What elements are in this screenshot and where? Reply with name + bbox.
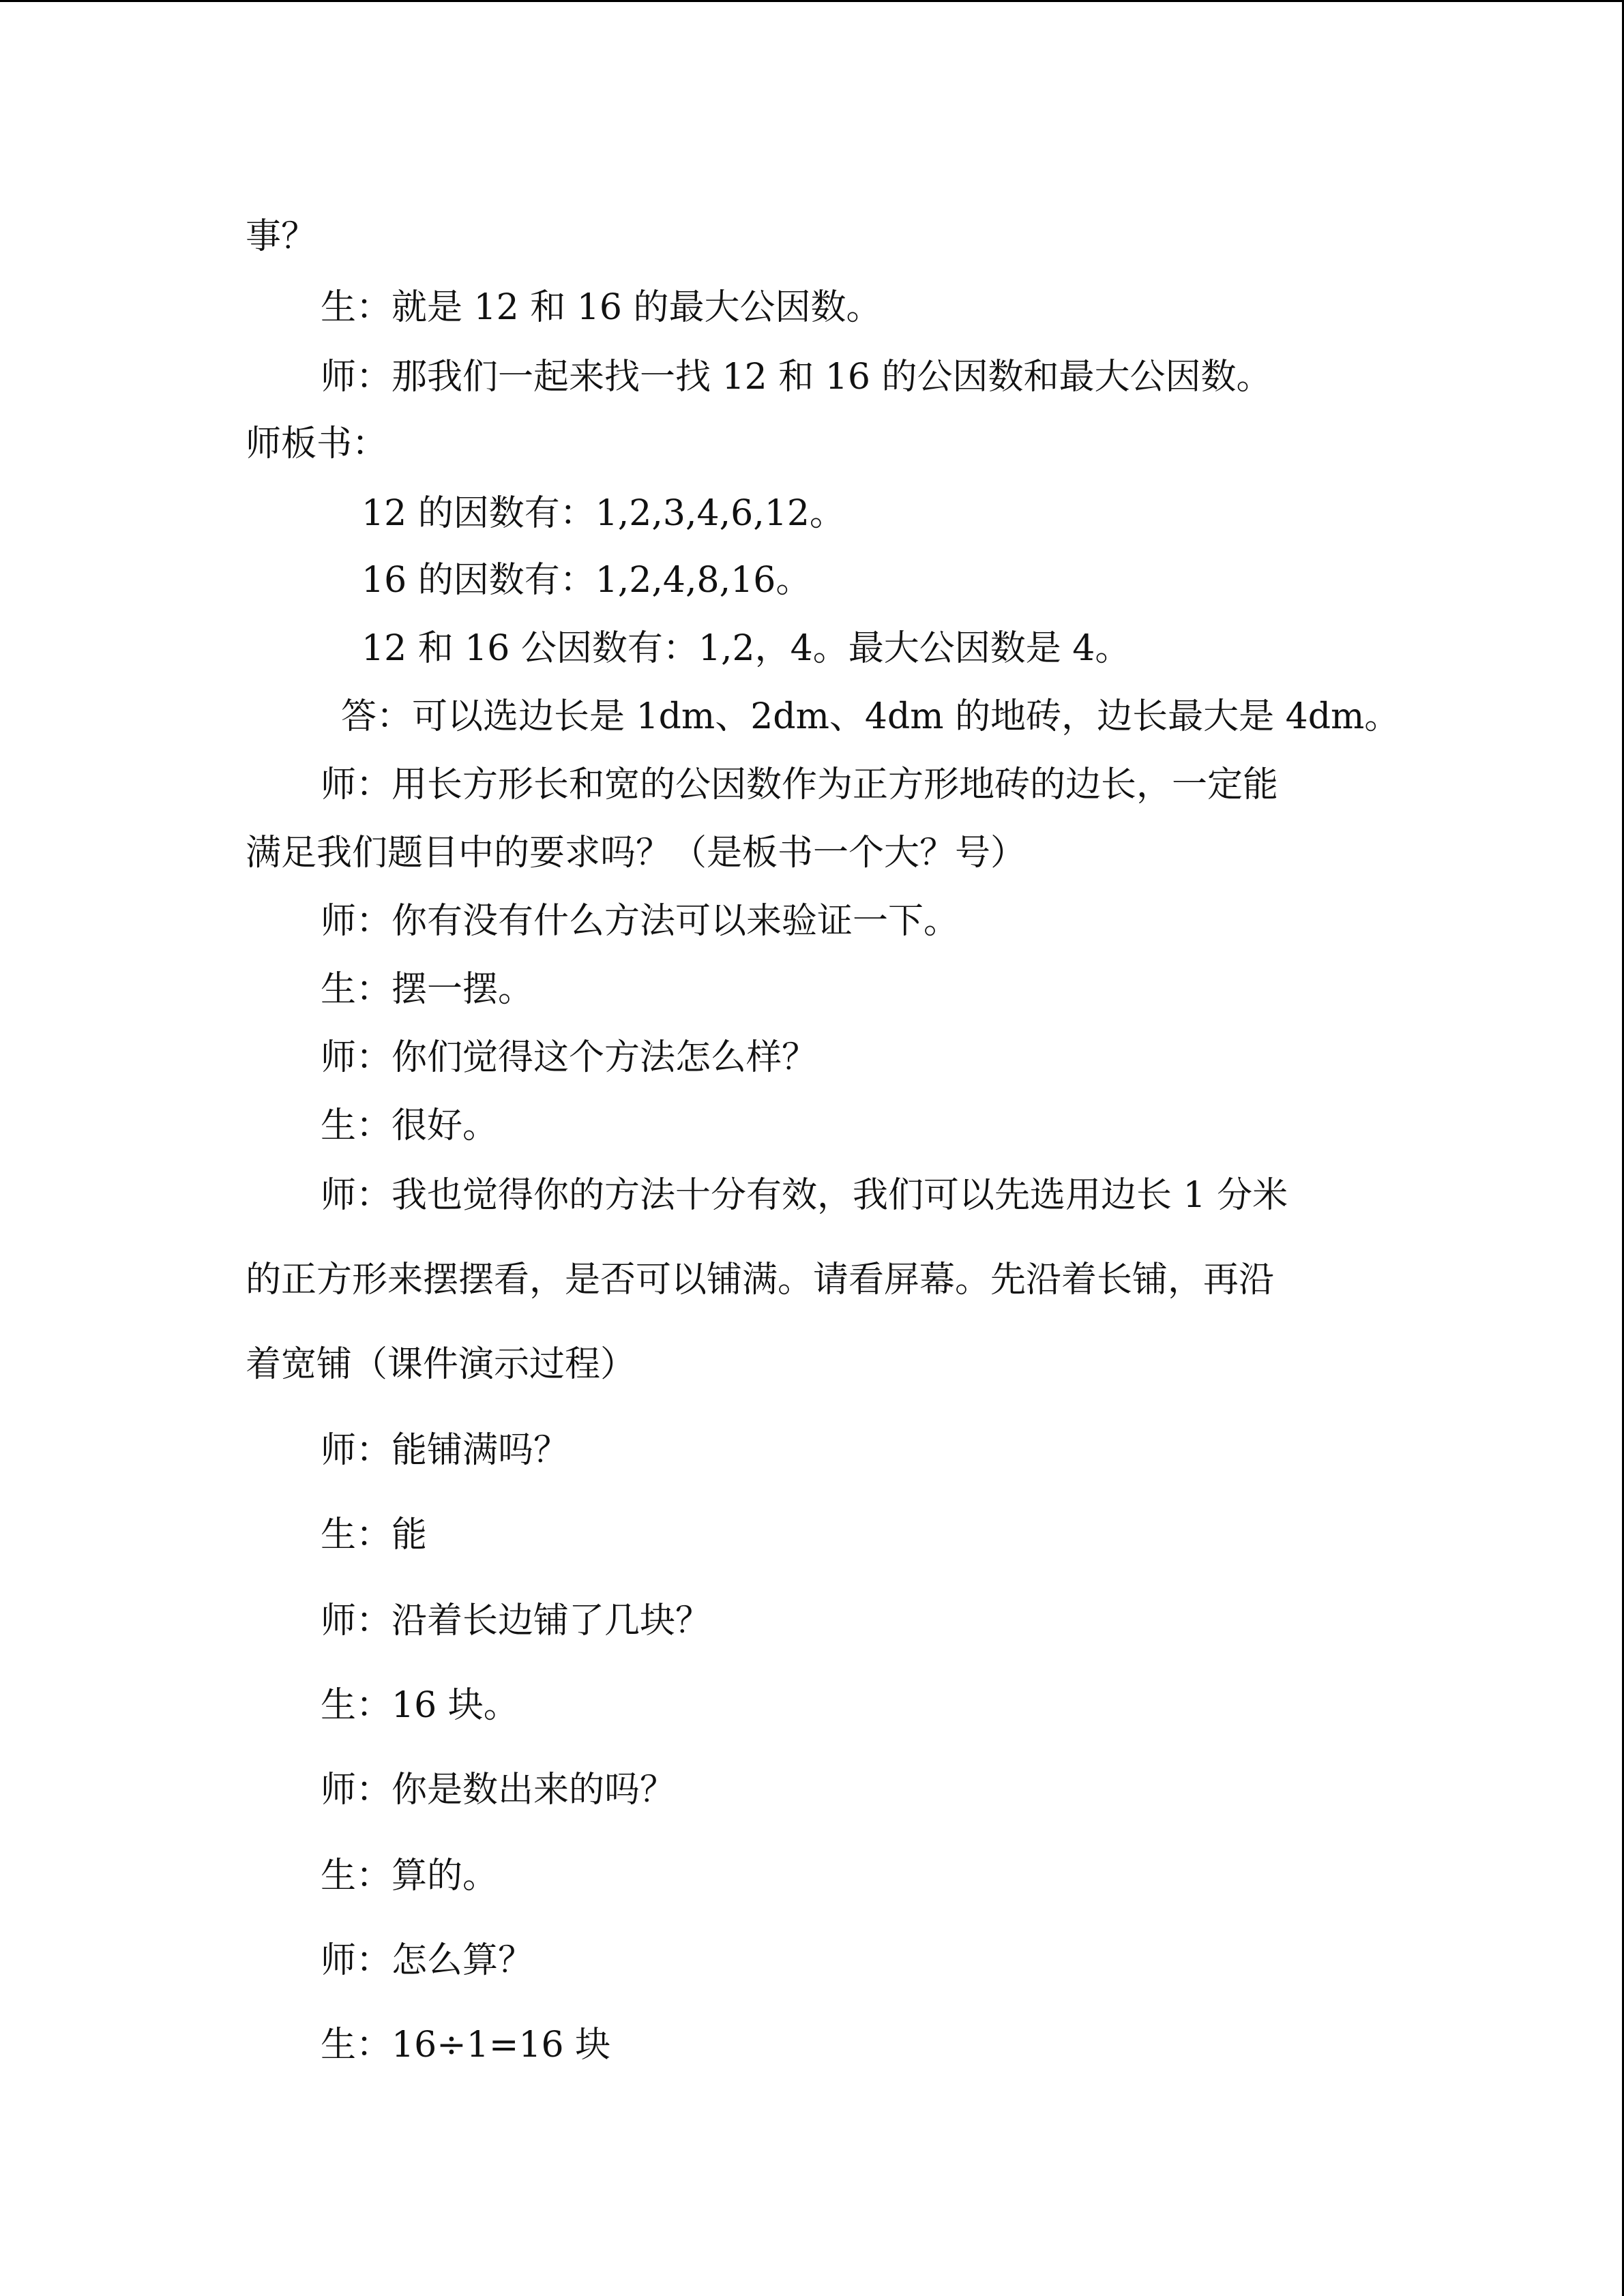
- text-line: 生：16 块。: [321, 1685, 519, 1726]
- text-line: 师：那我们一起来找一找 12 和 16 的公因数和最大公因数。: [321, 357, 1272, 398]
- text-line: 师：你们觉得这个方法怎么样？: [321, 1037, 818, 1078]
- text-line: 生：算的。: [321, 1855, 499, 1896]
- text-line: 师：能铺满吗？: [321, 1430, 570, 1471]
- text-line: 师：我也觉得你的方法十分有效，我们可以先选用边长 1 分米: [321, 1175, 1288, 1216]
- text-line: 满足我们题目中的要求吗？（是板书一个大？号）: [246, 833, 1027, 874]
- text-line: 的正方形来摆摆看，是否可以铺满。请看屏幕。先沿着长铺，再沿: [246, 1259, 1275, 1300]
- text-line: 生：很好。: [321, 1105, 499, 1146]
- text-line: 着宽铺（课件演示过程）: [246, 1344, 636, 1385]
- text-line: 生：就是 12 和 16 的最大公因数。: [321, 287, 882, 328]
- text-line: 师：你是数出来的吗？: [321, 1770, 676, 1810]
- text-line: 师：你有没有什么方法可以来验证一下。: [321, 901, 960, 942]
- text-line: 答：可以选边长是 1dm、2dm、4dm 的地砖，边长最大是 4dm。: [341, 696, 1400, 737]
- text-line: 事？: [246, 216, 317, 257]
- text-line: 生：摆一摆。: [321, 969, 534, 1010]
- text-line: 生：16÷1=16 块: [321, 2025, 611, 2066]
- text-line: 生：能: [321, 1515, 428, 1555]
- text-line: 16 的因数有：1,2,4,8,16。: [361, 560, 812, 601]
- text-line: 12 的因数有：1,2,3,4,6,12。: [361, 493, 845, 534]
- text-line: 12 和 16 公因数有：1,2，4。最大公因数是 4。: [361, 628, 1131, 669]
- text-line: 师：沿着长边铺了几块？: [321, 1600, 711, 1641]
- text-line: 师：怎么算？: [321, 1940, 534, 1981]
- text-line: 师板书：: [246, 423, 388, 464]
- text-line: 师：用长方形长和宽的公因数作为正方形地砖的边长，一定能: [321, 764, 1279, 805]
